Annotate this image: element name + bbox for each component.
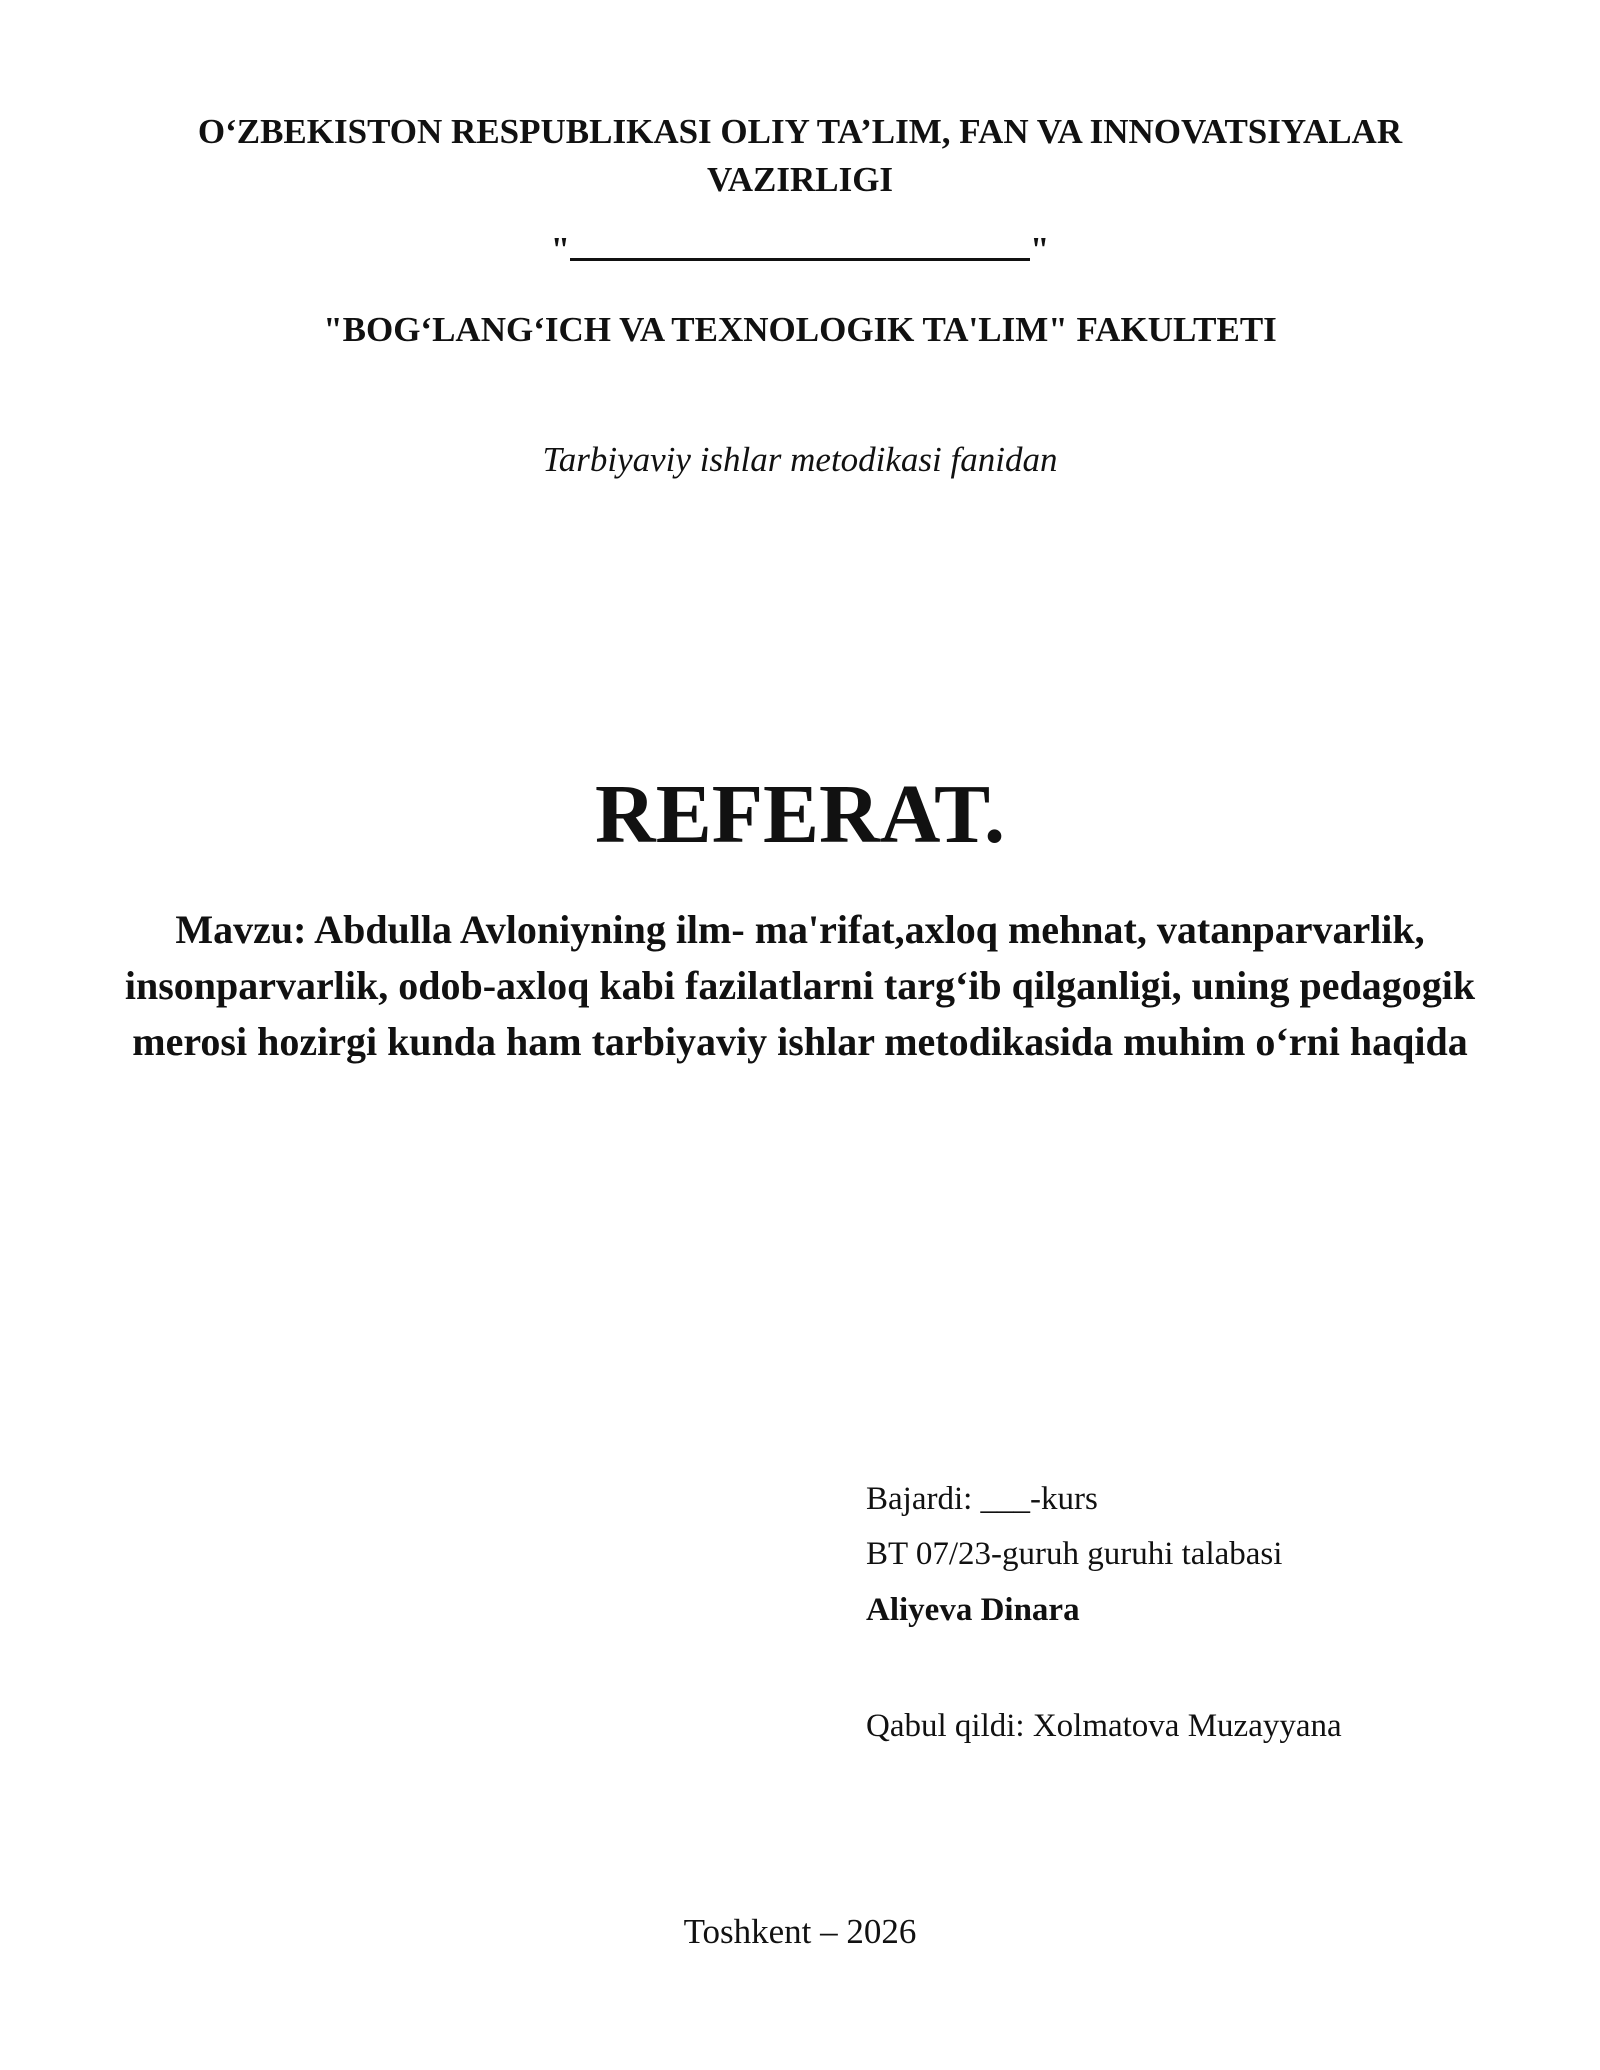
performed-by-line: Bajardi: ___-kurs (866, 1481, 1098, 1517)
topic-paragraph: Mavzu: Abdulla Avloniyning ilm- ma'rifat,axloq mehnat, vatanparvarlik, insonparvarlik, odob-axloq kabi fazilatlarni targ‘ib qilganligi, uning pedagogik merosi hozirgi kunda ham tarbiyaviy ishlar metodikasida muhim o‘rni haqida (124, 907, 1476, 1064)
group-line: BT 07/23-guruh guruhi talabasi (866, 1536, 1283, 1572)
ministry-title: O‘ZBEKISTON RESPUBLIKASI OLIY TA’LIM, FAN VA INNOVATSIYALAR VAZIRLIGI (197, 112, 1403, 199)
university-open-quote: " (550, 230, 570, 269)
university-name-blank (0, 226, 1600, 274)
accepted-by-line: Qabul qildi: Xolmatova Muzayyana (866, 1708, 1342, 1744)
faculty-title: "BOG‘LANG‘ICH VA TEXNOLOGIK TA'LIM" FAKULTETI (323, 310, 1277, 349)
document-type-heading: REFERAT. (595, 768, 1005, 861)
student-name: Aliyeva Dinara (866, 1592, 1080, 1628)
subject-line: Tarbiyaviy ishlar metodikasi fanidan (542, 440, 1058, 479)
university-name-underline (570, 228, 1030, 261)
university-close-quote: " (1030, 230, 1050, 269)
city-year: Toshkent – 2026 (683, 1912, 917, 1951)
